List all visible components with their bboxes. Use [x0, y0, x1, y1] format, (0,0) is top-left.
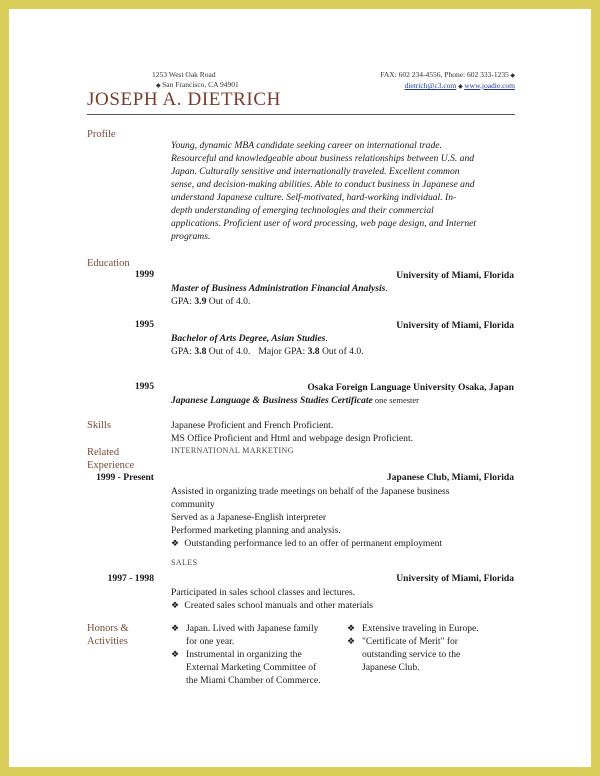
honor-item: ❖ Japan. Lived with Japanese family for one year.: [171, 623, 319, 647]
website-link[interactable]: www.joadie.com: [464, 81, 515, 90]
experience-lines-1: Assisted in organizing trade meetings on behalf of the Japanese business community Served as a Japanese-English interpreter Performed marketing planning and analysis. ❖ Outstanding performance led to an offer of permanent employment: [171, 485, 516, 550]
diamond-bullet-icon: ❖: [171, 538, 180, 548]
skills-line-2: MS Office Proficient and Html and webpage design Proficient.: [171, 433, 414, 444]
experience-org-2: University of Miami, Florida: [396, 573, 514, 584]
profile-line: understand Japanese culture. Self-motivated, hard-working individual. In-: [171, 192, 457, 203]
education-gpa-2: GPA: 3.8 Out of 4.0. Major GPA: 3.8 Out of 4.0.: [171, 346, 364, 357]
experience-period-2: 1997 - 1998: [107, 573, 154, 584]
profile-text: [171, 139, 521, 243]
skills-heading: Skills: [87, 420, 111, 431]
experience-org-1: Japanese Club, Miami, Florida: [386, 472, 514, 483]
education-year-3: 1995: [134, 381, 154, 392]
phone-line: FAX: 602 234-4556, Phone: 602 333-1235 ◆: [380, 70, 515, 79]
honor-item: ❖ "Certificate of Merit" for outstanding service to the Japanese Club.: [347, 636, 461, 673]
diamond-bullet-icon: ❖: [171, 623, 180, 633]
experience-period-1: 1999 - Present: [96, 472, 154, 483]
address-line-2: ◆ San Francisco, CA 94901: [156, 80, 239, 89]
profile-line: Japan. Culturally sensitive and internationally traveled. Excellent common: [171, 166, 460, 177]
contact-block: [255, 70, 515, 92]
experience-bullet-2: ❖ Created sales school manuals and other materials: [171, 600, 374, 611]
diamond-bullet-icon: ❖: [347, 636, 356, 646]
experience-bullet-1: ❖ Outstanding performance led to an offer of permanent employment: [171, 538, 443, 549]
diamond-bullet-icon: ❖: [171, 649, 180, 659]
email-link[interactable]: dietrich@c3.com: [404, 81, 457, 90]
candidate-name: JOSEPH A. DIETRICH: [87, 89, 281, 110]
profile-heading: Profile: [87, 129, 116, 140]
education-year-1: 1999: [134, 269, 154, 280]
honors-right-column: [347, 622, 517, 674]
experience-category-1: INTERNATIONAL MARKETING: [171, 446, 294, 455]
education-year-2: 1995: [134, 319, 154, 330]
skills-text: [171, 419, 413, 445]
profile-line: Young, dynamic MBA candidate seeking career on international trade.: [171, 140, 442, 151]
diamond-bullet-icon: ❖: [171, 600, 180, 610]
honor-item: ❖ Extensive traveling in Europe.: [347, 623, 479, 634]
education-degree-1: Master of Business Administration Financial Analysis.: [171, 283, 388, 294]
address-line-1: 1253 West Oak Road: [152, 70, 216, 79]
education-gpa-1: GPA: 3.9 Out of 4.0.: [171, 296, 251, 307]
education-degree-2: Bachelor of Arts Degree, Asian Studies.: [171, 333, 328, 344]
address-block: [152, 70, 239, 91]
profile-line: depth understanding of emerging technologies and their commercial: [171, 205, 434, 216]
skills-line-1: Japanese Proficient and French Proficient.: [171, 420, 334, 431]
honors-left-column: [171, 622, 346, 687]
experience-heading: Related Experience: [87, 447, 135, 471]
education-school-2: University of Miami, Florida: [396, 320, 514, 331]
experience-category-2: SALES: [171, 558, 198, 567]
profile-line: programs.: [171, 231, 211, 242]
diamond-bullet-icon: ❖: [347, 623, 356, 633]
education-school-3: Osaka Foreign Language University Osaka, Japan: [307, 382, 514, 393]
education-heading: Education: [87, 258, 130, 269]
honor-item: ❖ Instrumental in organizing the External Marketing Committee of the Miami Chamber of Commerce.: [171, 649, 321, 686]
resume-page: [9, 9, 591, 767]
profile-line: Resourceful and knowledgeable about business relationships between U.S. and: [171, 153, 475, 164]
profile-line: applications. Proficient user of word processing, web page design, and Internet: [171, 218, 477, 229]
education-degree-3: Japanese Language & Business Studies Certificate one semester: [171, 395, 420, 406]
web-line: dietrich@c3.com ◆ www.joadie.com: [404, 81, 515, 90]
education-school-1: University of Miami, Florida: [396, 270, 514, 281]
experience-lines-2: Participated in sales school classes and lectures. ❖ Created sales school manuals and other materials: [171, 586, 516, 612]
honors-heading: Honors & Activities: [87, 623, 129, 647]
header-divider: [87, 114, 515, 115]
profile-line: sense, and decision-making abilities. Able to conduct business in Japanese and: [171, 179, 475, 190]
